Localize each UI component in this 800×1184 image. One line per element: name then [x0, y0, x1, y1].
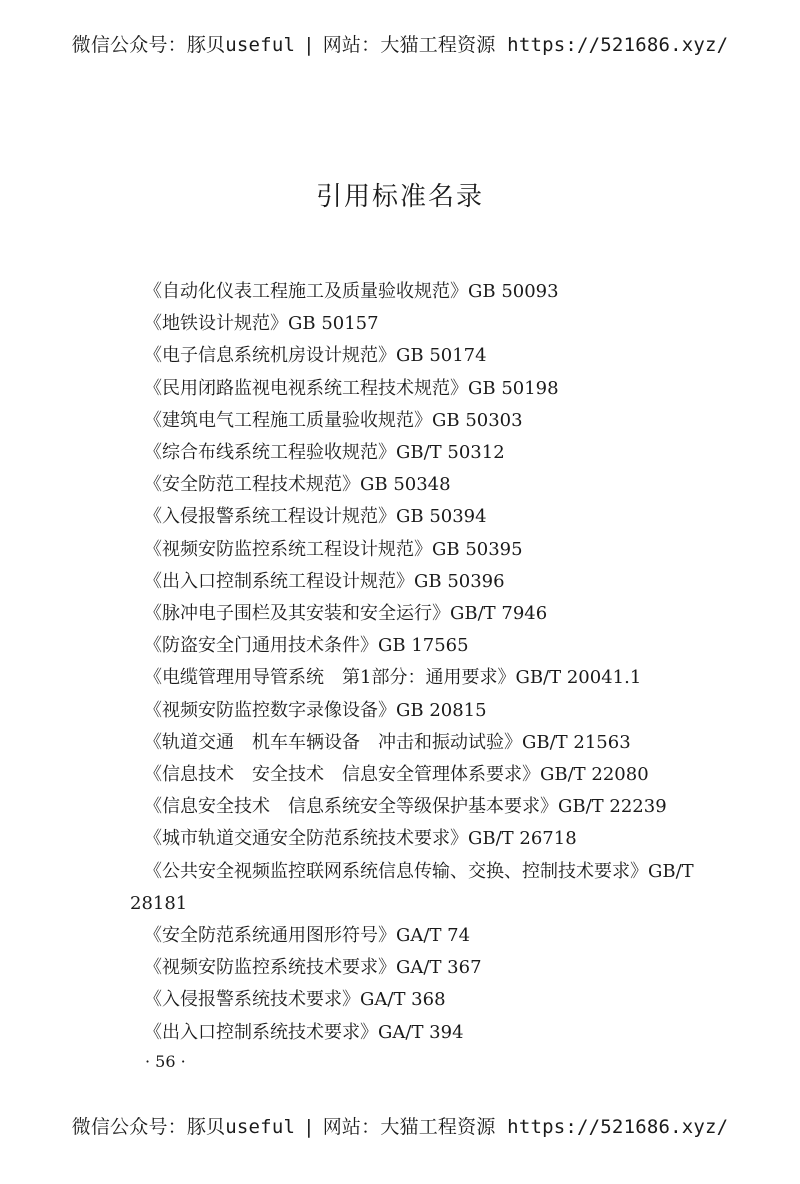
watermark-wechat: 微信公众号：豚贝useful — [71, 34, 296, 56]
reference-item: 《安全防范工程技术规范》GB 50348 — [144, 474, 451, 496]
reference-item: 《民用闭路监视电视系统工程技术规范》GB 50198 — [144, 377, 559, 399]
reference-item: 《安全防范系统通用图形符号》GA/T 74 — [144, 925, 471, 947]
page-title: 引用标准名录 — [315, 182, 484, 212]
reference-item: 《城市轨道交通安全防范系统技术要求》GB/T 26718 — [144, 828, 577, 850]
watermark-wechat: 微信公众号：豚贝useful — [71, 1116, 296, 1138]
reference-item: 《信息安全技术 信息系统安全等级保护基本要求》GB/T 22239 — [144, 796, 667, 818]
watermark-website: 网站：大猫工程资源 https://521686.xyz/ — [322, 34, 729, 56]
reference-item: 《视频安防监控数字录像设备》GB 20815 — [144, 699, 487, 721]
reference-item: 《视频安防监控系统工程设计规范》GB 50395 — [144, 538, 523, 560]
watermark-header — [0, 30, 800, 57]
reference-item: 《防盗安全门通用技术条件》GB 17565 — [144, 635, 469, 657]
reference-item: 《公共安全视频监控联网系统信息传输、交换、控制技术要求》GB/T 28181 — [130, 860, 694, 914]
watermark-website: 网站：大猫工程资源 https://521686.xyz/ — [322, 1116, 729, 1138]
reference-item: 《电缆管理用导管系统 第1部分：通用要求》GB/T 20041.1 — [144, 667, 642, 689]
watermark-separator: | — [303, 34, 315, 56]
reference-item: 《轨道交通 机车车辆设备 冲击和振动试验》GB/T 21563 — [144, 731, 631, 753]
reference-item: 《入侵报警系统技术要求》GA/T 368 — [144, 989, 446, 1011]
reference-item: 《出入口控制系统技术要求》GA/T 394 — [144, 1021, 464, 1043]
reference-item: 《出入口控制系统工程设计规范》GB 50396 — [144, 570, 505, 592]
watermark-footer — [0, 1112, 800, 1139]
reference-item: 《地铁设计规范》GB 50157 — [144, 313, 379, 335]
reference-item: 《入侵报警系统工程设计规范》GB 50394 — [144, 506, 487, 528]
reference-item: 《脉冲电子围栏及其安装和安全运行》GB/T 7946 — [144, 603, 548, 625]
reference-item: 《综合布线系统工程验收规范》GB/T 50312 — [144, 442, 505, 464]
reference-item: 《自动化仪表工程施工及质量验收规范》GB 50093 — [144, 281, 559, 302]
reference-item: 《视频安防监控系统技术要求》GA/T 367 — [144, 957, 482, 979]
reference-item: 《建筑电气工程施工质量验收规范》GB 50303 — [144, 409, 523, 431]
reference-item: 《信息技术 安全技术 信息安全管理体系要求》GB/T 22080 — [144, 764, 649, 786]
watermark-separator: | — [303, 1116, 315, 1138]
reference-item: 《电子信息系统机房设计规范》GB 50174 — [144, 345, 487, 367]
reference-list — [130, 276, 750, 1049]
page-number: · 56 · — [145, 1052, 186, 1071]
